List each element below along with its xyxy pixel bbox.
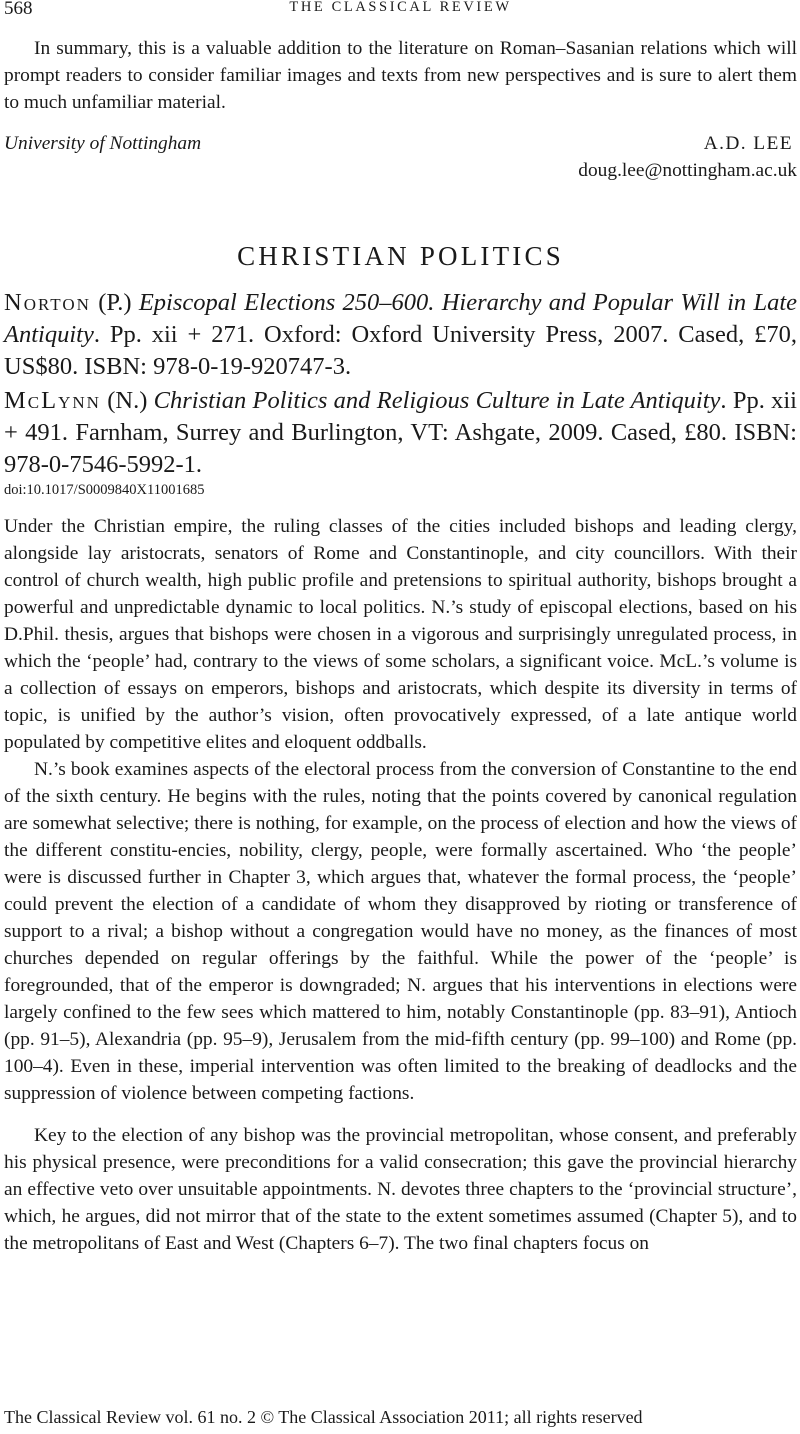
book-title: Episcopal Elections 250–600. Hierarchy and Popular Will in Late Antiquity [4,289,798,348]
book-citation [4,385,797,481]
section-title: CHRISTIAN POLITICS [237,241,564,271]
book-author-initial: (N.) [107,387,148,414]
body-paragraph: Key to the election of any bishop was the provincial metropolitan, whose consent, and preferably his physical presence, were preconditions for a valid consecration; this gave the provincial hierarchy an effective veto over unsuitable appointments. N. devotes three chapters to the ‘provincial structure’, which, he argues, did not mirror that of the state to the extent sometimes assumed (Chapter 5), and to the metropolitans of East and West (Chapters 6–7). The two final chapters focus on [4,1125,797,1254]
reviewer-name: A.D. LEE [703,133,793,154]
book-author: Norton [4,289,91,316]
book-citation [4,287,797,383]
body-paragraph: Under the Christian empire, the ruling classes of the cities included bishops and leading clergy, alongside lay aristocrats, senators of Rome and Constantinople, and city councillors. With their control of church wealth, high public profile and pretensions to spiritual authority, bishops brought a powerful and unpredictable dynamic to local politics. N.’s study of episcopal elections, based on his D.Phil. thesis, argues that bishops were chosen in a vigorous and surprisingly unregulated process, in which the ‘people’ had, contrary to the views of some scholars, a significant voice. McL.’s volume is a collection of essays on emperors, bishops and aristocrats, which despite its diversity in terms of topic, is unified by the author’s vision, often provocatively expressed, of a late antique world populated by competitive elites and eloquent oddballs. [4,516,797,753]
page-number: 568 [4,0,33,19]
body-paragraph: N.’s book examines aspects of the electoral process from the conversion of Constantine to the end of the sixth century. He begins with the rules, noting that the points covered by canonical regulation are somewhat selective; there is nothing, for example, on the process of election and how the views of the different constitu-encies, nobility, clergy, people, were formally ascertained. Who ‘the people’ were is discussed further in Chapter 3, which argues that, whatever the formal process, the ‘people’ could prevent the election of a candidate of whom they disapproved by rioting or transference of support to a rival; a bishop without a congregation would have no money, as the finances of most churches depended on regular offerings by the faithful. While the power of the ‘people’ is foregrounded, that of the emperor is downgraded; N. argues that his interventions in elections were largely confined to the few sees which mattered to him, notably Constantinople (pp. 83–91), Antioch (pp. 91–5), Alexandria (pp. 95–9), Jerusalem from the mid-fifth century (pp. 99–100) and Rome (pp. 100–4). Even in these, imperial intervention was often limited to the breaking of deadlocks and the suppression of violence between competing factions. [4,759,797,1104]
reviewer-email: doug.lee@nottingham.ac.uk [578,160,797,181]
book-details: . Pp. xii + 271. Oxford: Oxford University Press, 2007. Cased, £70, US$80. ISBN: 978-0-19-920747-3. [4,321,797,380]
book-author: McLynn [4,387,101,414]
book-details: . Pp. xii + 491. Farnham, Surrey and Burlington, VT: Ashgate, 2009. Cased, £80. ISBN: 978-0-7546-5992-1. [4,387,797,478]
doi: doi:10.1017/S0009840X11001685 [4,482,205,498]
book-author-initial: (P.) [98,289,132,316]
page [4,0,797,1257]
journal-title: THE CLASSICAL REVIEW [289,0,512,15]
reviewer-institution: University of Nottingham [4,133,202,154]
previous-review-closing-paragraph: In summary, this is a valuable addition to the literature on Roman–Sasanian relations which will prompt readers to consider familiar images and texts from new perspectives and is sure to alert them to much unfamiliar material. [4,38,797,113]
reviewer-affiliation [4,130,797,157]
footer-copyright: The Classical Review vol. 61 no. 2 © The Classical Association 2011; all rights reserved [4,1407,643,1427]
book-title: Christian Politics and Religious Culture in Late Antiquity [153,387,721,414]
running-head [4,0,797,24]
